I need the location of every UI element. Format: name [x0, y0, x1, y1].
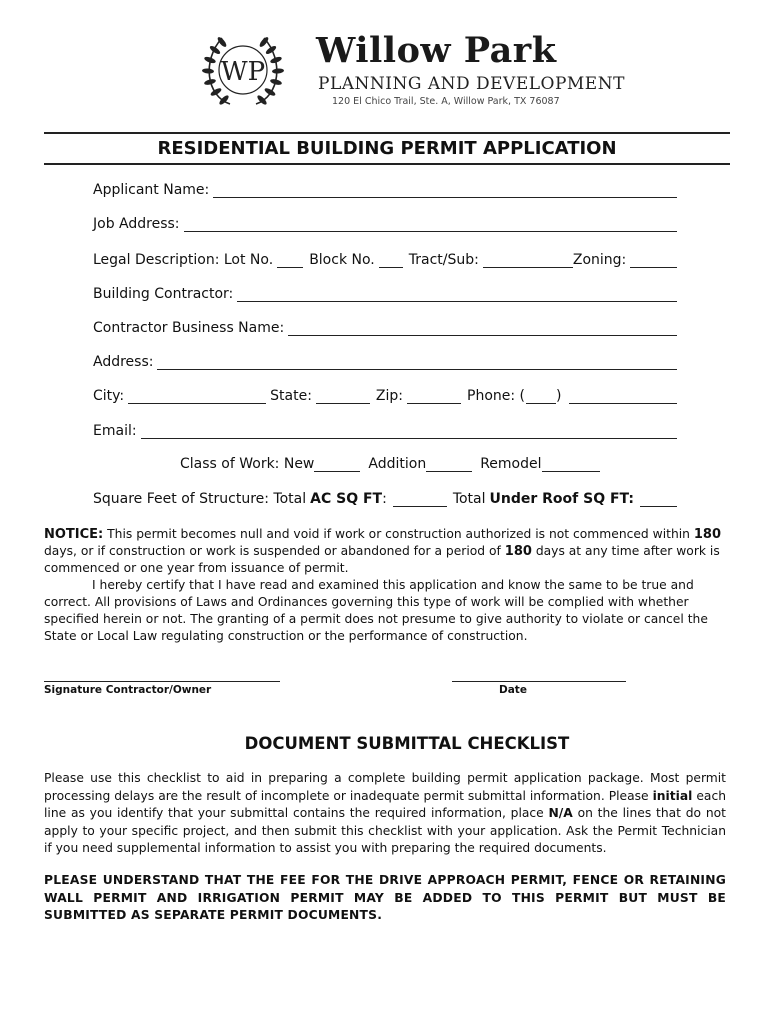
job-address-label: Job Address: — [93, 216, 180, 232]
checklist-initial: initial — [652, 788, 693, 803]
class-remodel-input[interactable] — [542, 457, 600, 472]
applicant-name-input[interactable] — [213, 183, 677, 198]
state-label: State: — [270, 388, 312, 404]
zoning-label: Zoning: — [572, 252, 627, 268]
legal-description-label: Legal Description: Lot No. — [93, 252, 274, 268]
class-of-work-row — [180, 456, 600, 472]
willow-park-logo-icon — [200, 30, 286, 110]
square-feet-row — [93, 491, 677, 507]
under-roof-sqft-input[interactable] — [640, 492, 677, 507]
state-input[interactable] — [316, 389, 370, 404]
notice-text-1: This permit becomes null and void if work or construction authorized is not commenced within — [103, 527, 694, 541]
ac-sqft-input[interactable] — [393, 492, 447, 507]
fee-warning: PLEASE UNDERSTAND THAT THE FEE FOR THE DRIVE APPROACH PERMIT, FENCE OR RETAINING WALL PERMIT AND IRRIGATION PERMIT MAY BE ADDED TO THIS PERMIT BUT MUST BE SUBMITTED AS SEPARATE PERMIT DOCUMENTS. — [44, 873, 726, 922]
phone-area-code-input[interactable] — [526, 389, 556, 404]
title-rule-bottom — [44, 163, 730, 165]
brand-name: Willow Park — [316, 30, 557, 71]
job-address-input[interactable] — [184, 217, 677, 232]
title-rule-top — [44, 132, 730, 134]
certification-text: I hereby certify that I have read and examined this application and know the same to be true and correct. All provisions of Laws and Ordinances governing this type of work will be complied with whether specified herein or not. The granting of a permit does not presume to give authority to violate or cancel the State or Local Law regulating construction or the performance of construction. — [44, 578, 708, 643]
contractor-business-label: Contractor Business Name: — [93, 320, 285, 336]
applicant-name-field — [93, 182, 677, 198]
class-of-work-label: Class of Work: New — [180, 456, 315, 472]
signature-line[interactable] — [44, 681, 280, 682]
phone-number-input[interactable] — [569, 389, 677, 404]
class-new-input[interactable] — [314, 457, 360, 472]
class-addition-label: Addition — [368, 456, 427, 472]
notice-text-2: days, or if construction or work is suspended or abandoned for a period of — [44, 544, 505, 558]
contractor-business-field — [93, 320, 677, 336]
class-addition-input[interactable] — [426, 457, 472, 472]
city-input[interactable] — [128, 389, 266, 404]
date-line[interactable] — [452, 681, 626, 682]
address-label: Address: — [93, 354, 154, 370]
notice-days-1: 180 — [693, 527, 721, 542]
email-input[interactable] — [141, 424, 677, 439]
email-label: Email: — [93, 423, 137, 439]
checklist-text-3: on the lines that do not apply to your specific project, and then submit this checklist with your application. Ask the Permit Technician if you need supplemental information to assist you with preparing the required documents. — [44, 806, 726, 855]
logo-monogram: WP — [220, 57, 266, 87]
notice-days-2: 180 — [504, 544, 532, 559]
date-label: Date — [499, 684, 527, 696]
ac-sqft-colon: : — [382, 491, 387, 507]
total-label: Total — [452, 491, 486, 507]
contractor-business-input[interactable] — [288, 321, 677, 336]
notice-label: NOTICE: — [44, 527, 104, 542]
building-contractor-field — [93, 286, 677, 302]
tract-sub-label: Tract/Sub: — [408, 252, 479, 268]
phone-label: Phone: ( — [467, 388, 526, 404]
tract-sub-input[interactable] — [483, 253, 573, 268]
city-label: City: — [93, 388, 125, 404]
zip-label: Zip: — [375, 388, 404, 404]
phone-close-paren: ) — [556, 388, 562, 404]
brand-address: 120 El Chico Trail, Ste. A, Willow Park, TX 76087 — [332, 96, 560, 107]
checklist-na: N/A — [548, 806, 573, 820]
signature-label: Signature Contractor/Owner — [44, 684, 212, 696]
page-title: RESIDENTIAL BUILDING PERMIT APPLICATION — [157, 138, 617, 159]
building-contractor-label: Building Contractor: — [93, 286, 234, 302]
checklist-title: DOCUMENT SUBMITTAL CHECKLIST — [244, 734, 570, 753]
checklist-text-1: Please use this checklist to aid in preparing a complete building permit application package. Most permit processing delays are the result of incomplete or inadequate permit submittal information. Please — [44, 771, 726, 803]
building-contractor-input[interactable] — [237, 287, 677, 302]
address-field — [93, 354, 677, 370]
ac-sqft-label: AC SQ FT — [310, 491, 383, 507]
zoning-input[interactable] — [630, 253, 677, 268]
email-field — [93, 423, 677, 439]
address-input[interactable] — [157, 355, 677, 370]
checklist-instructions — [44, 770, 726, 858]
lot-no-input[interactable] — [277, 253, 303, 268]
zip-input[interactable] — [407, 389, 461, 404]
legal-description-field — [93, 252, 677, 268]
city-state-zip-phone-row — [93, 388, 677, 404]
class-remodel-label: Remodel — [480, 456, 542, 472]
checklist-text-2: each line as you identify that your submittal contains the required information, place — [44, 788, 726, 820]
block-no-label: Block No. — [309, 252, 375, 268]
square-feet-label: Square Feet of Structure: Total — [93, 491, 307, 507]
under-roof-sqft-label: Under Roof SQ FT: — [489, 491, 634, 507]
notice-block — [44, 526, 726, 645]
block-no-input[interactable] — [379, 253, 403, 268]
brand-subtitle: PLANNING AND DEVELOPMENT — [318, 74, 625, 94]
notice-text-3: days at any time after work is commenced or one year from issuance of permit. — [44, 544, 720, 575]
job-address-field — [93, 216, 677, 232]
applicant-name-label: Applicant Name: — [93, 182, 210, 198]
